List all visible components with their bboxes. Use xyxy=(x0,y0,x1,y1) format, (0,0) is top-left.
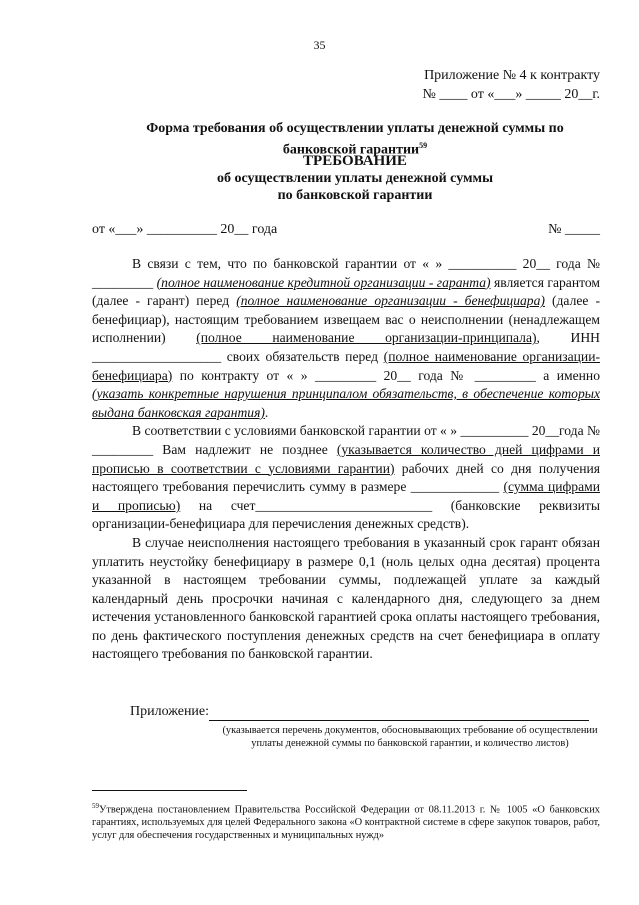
form-title-line-1: Форма требования об осуществлении уплаты денежной суммы по xyxy=(146,121,564,136)
amount-placeholder: (сумма цифрами и прописью) xyxy=(92,479,601,513)
annex-line-1: Приложение № 4 к контракту xyxy=(424,68,600,83)
beneficiary-name-placeholder: (полное наименование организации - бенефициара) xyxy=(236,293,545,309)
document-heading: ТРЕБОВАНИЕ xyxy=(303,153,407,169)
paragraph-2: В соответствии с условиями банковской гарантии от « » __________ 20__года № _________ Вам надлежит не позднее (указывается количество дней цифрами и прописью в соответствии с условиями гарантии) рабочих дней со дня получения настоящего требования перечислить сумму в размере _____________ (сумма цифрами и прописью) на счет__________________________ (банковские реквизиты организации-бенефициара для перечисления денежных средств). xyxy=(92,423,601,532)
subheading-line-1: об осуществлении уплаты денежной суммы xyxy=(216,171,494,186)
document-body xyxy=(92,255,600,664)
footnote-reference: 59 xyxy=(419,141,428,150)
number-field: № _____ xyxy=(548,222,600,237)
page-number: 35 xyxy=(313,38,326,52)
guarantor-name-placeholder: (полное наименование кредитной организации - гаранта) xyxy=(156,274,491,290)
footnote-divider xyxy=(92,790,247,791)
attachment-line xyxy=(130,703,600,721)
attachment-blank xyxy=(209,706,589,721)
violations-placeholder: (указать конкретные нарушения принципалом обязательств, в обеспечение которых выдана банковская гарантия) xyxy=(92,386,600,420)
attachment-label: Приложение: xyxy=(130,704,210,719)
annex-reference xyxy=(360,66,600,104)
principal-name-placeholder: (полное наименование организации-принципала) xyxy=(196,330,537,346)
footnote-text: Утверждена постановлением Правительства Российской Федерации от 08.11.2013 г. № 1005 «О банковских гарантиях, используемых для целей Федерального закона «О контрактной системе в сфере закупок товаров, работ, услуг для обеспечения государственных и муниципальных нужд» xyxy=(92,804,600,842)
subheading-line-2: по банковской гарантии xyxy=(277,188,433,203)
days-count-placeholder: (указывается количество дней цифрами и прописью в соответствии с условиями гарантии) xyxy=(92,441,600,476)
paragraph-3: В случае неисполнения настоящего требования в указанный срок гарант обязан уплатить неустойку бенефициару в размере 0,1 (ноль целых одна десятая) процента указанной в настоящем требовании суммы, подлежащей уплате за каждый календарный день просрочки начиная с календарного дня, следующего за днем истечения установленного банковской гарантией срока оплаты настоящего требования, по день фактического поступления денежных средств на счет бенефициара в оплату настоящего требования по банковской гарантии. xyxy=(92,534,600,662)
beneficiary-name-placeholder-2: (полное наименование организации-бенефициара) xyxy=(92,348,600,383)
date-line xyxy=(92,221,600,239)
attachment-note: (указывается перечень документов, обосновывающих требование об осуществлении уплаты денежной суммы по банковской гарантии, и количество листов) xyxy=(222,725,598,749)
footnote-mark: 59 xyxy=(92,802,99,810)
paragraph-1: В связи с тем, что по банковской гарантии от « » __________ 20__ года № _________ (полное наименование кредитной организации - гаранта) является гарантом (далее - гарант) перед (полное наименование организации - бенефициара) (далее - бенефициар), настоящим требованием извещаем вас о неисполнении (ненадлежащем исполнении) (полное наименование организации-принципала), ИНН ___________________ своих обязательств перед (полное наименование организации-бенефициара) по контракту от « » _________ 20__ года № _________ а именно (указать конкретные нарушения принципалом обязательств, в обеспечение которых выдана банковская гарантия). xyxy=(92,256,601,420)
footnote xyxy=(92,800,600,842)
annex-line-2: № ____ от «___» _____ 20__г. xyxy=(422,87,600,102)
date-field: от «___» __________ 20__ года xyxy=(92,222,278,237)
form-title-line-2: банковской гарантии$^{59}$ xyxy=(282,141,428,158)
